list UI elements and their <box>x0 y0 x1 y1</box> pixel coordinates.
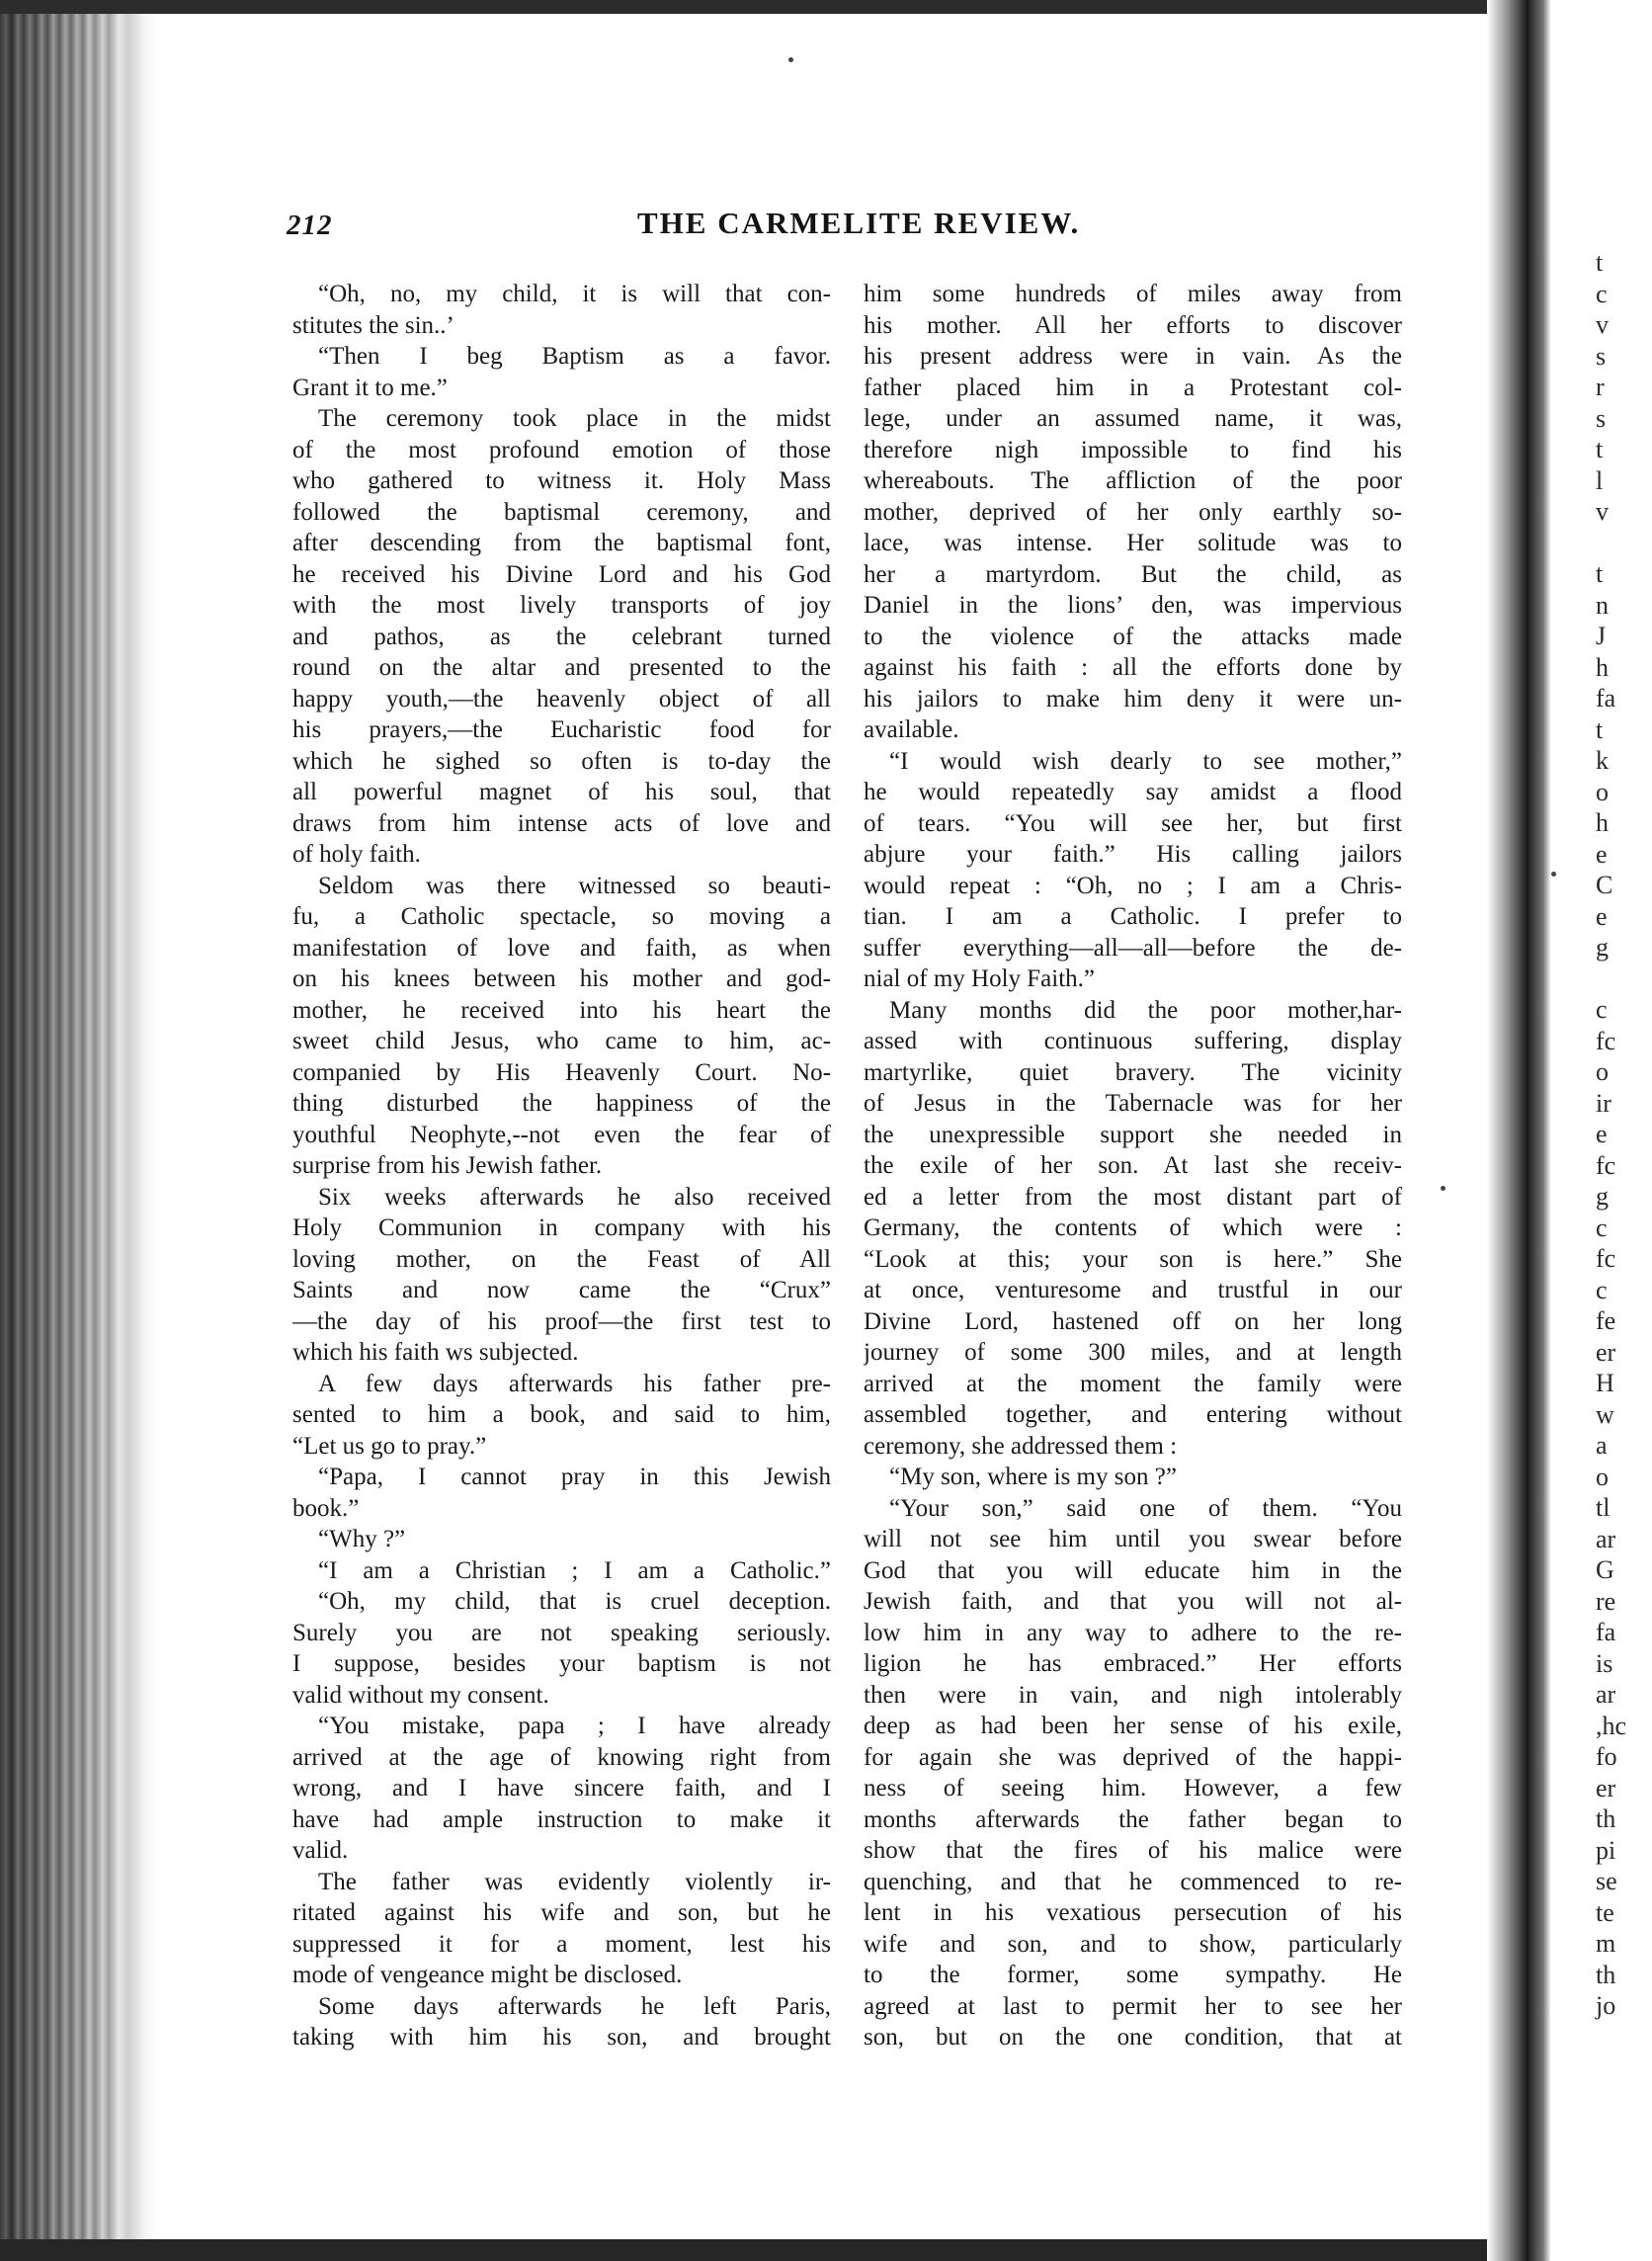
text-line: to the violence of the attacks made <box>864 623 1402 650</box>
facing-page-fragment: c <box>1596 995 1608 1024</box>
text-line: happy youth,—the heavenly object of all <box>292 685 831 712</box>
facing-page-fragment: k <box>1596 746 1609 775</box>
facing-page-fragment: is <box>1596 1648 1613 1678</box>
facing-page-fragment: s <box>1596 403 1607 433</box>
text-line: taking with him his son, and brought <box>292 2024 831 2051</box>
text-line: Seldom was there witnessed so beauti- <box>318 872 831 899</box>
text-line: then were in vain, and nigh intolerably <box>864 1681 1402 1709</box>
text-line: with the most lively transports of joy <box>292 592 831 619</box>
facing-page-fragment: g <box>1596 1182 1609 1211</box>
text-line: arrived at the age of knowing right from <box>292 1743 831 1771</box>
text-line: “Why ?” <box>318 1526 406 1552</box>
text-line: —the day of his proof—the first test to <box>292 1307 831 1335</box>
page-gutter-shadow <box>1487 0 1527 2261</box>
facing-page-fragment: l <box>1596 465 1604 495</box>
facing-page-fragment: h <box>1596 652 1609 682</box>
text-line: whereabouts. The affliction of the poor <box>864 467 1402 494</box>
text-line: arrived at the moment the family were <box>864 1370 1402 1397</box>
facing-page-fragment: te <box>1596 1897 1614 1927</box>
facing-page-edge <box>1527 0 1652 2261</box>
text-line: mode of vengeance might be disclosed. <box>292 1962 683 1988</box>
facing-page-fragment <box>1596 963 1626 995</box>
text-line: all powerful magnet of his soul, that <box>292 779 831 805</box>
facing-page-fragment: se <box>1596 1867 1617 1895</box>
text-line: abjure your faith.” His calling jailors <box>864 841 1402 868</box>
text-line: fu, a Catholic spectacle, so moving a <box>292 903 831 930</box>
text-line: ritated against his wife and son, but he <box>292 1899 831 1926</box>
text-line: ligion he has embraced.” Her efforts <box>864 1650 1402 1677</box>
text-line: of Jesus in the Tabernacle was for her <box>864 1090 1402 1117</box>
facing-page-fragment: a <box>1596 1431 1608 1460</box>
facing-page-fragment: H <box>1596 1369 1614 1397</box>
text-line: Grant it to me.” <box>292 374 448 401</box>
facing-page-fragment: r <box>1596 373 1605 401</box>
facing-page-fragment: e <box>1596 901 1608 931</box>
text-line: The father was evidently violently ir- <box>318 1868 831 1895</box>
text-line: agreed at last to permit her to see her <box>864 1992 1402 2020</box>
text-line: of tears. “You will see her, but first <box>864 809 1402 837</box>
facing-page-fragment: J <box>1596 622 1607 650</box>
text-line: suppressed it for a moment, lest his <box>292 1930 831 1958</box>
facing-page-fragment: t <box>1596 559 1604 588</box>
text-line: stitutes the sin..’ <box>292 311 454 339</box>
text-line: valid without my consent. <box>292 1681 549 1709</box>
text-line: tian. I am a Catholic. I prefer to <box>864 903 1402 930</box>
text-line: ed a letter from the most distant part of <box>864 1183 1402 1211</box>
text-line: “Your son,” said one of them. “You <box>889 1494 1402 1522</box>
text-line: “Oh, my child, that is cruel deception. <box>318 1588 831 1615</box>
text-line: “Look at this; your son is here.” She <box>864 1245 1402 1273</box>
text-line: on his knees between his mother and god- <box>292 965 831 992</box>
text-line: Divine Lord, hastened off on her long <box>864 1307 1402 1335</box>
facing-page-fragment: s <box>1596 341 1607 371</box>
running-title: THE CARMELITE REVIEW. <box>637 206 1081 240</box>
facing-page-fragment: fc <box>1596 1026 1616 1055</box>
text-line: show that the fires of his malice were <box>864 1837 1402 1864</box>
text-line: companied by His Heavenly Court. No- <box>292 1058 831 1086</box>
facing-page-fragment: th <box>1596 1960 1616 1989</box>
text-line: quenching, and that he commenced to re- <box>864 1868 1402 1895</box>
text-line: Holy Communion in company with his <box>292 1214 831 1241</box>
text-line: manifestation of love and faith, as when <box>292 934 831 962</box>
facing-page-fragment: th <box>1596 1804 1616 1833</box>
text-line: for again she was deprived of the happi- <box>864 1743 1402 1771</box>
facing-page-fragment: w <box>1596 1399 1614 1429</box>
facing-page-fragment: ir <box>1596 1088 1611 1118</box>
text-line: thing disturbed the happiness of the <box>292 1090 831 1117</box>
left-text-column <box>292 279 831 2053</box>
facing-page-fragment: v <box>1596 497 1609 526</box>
text-line: which he sighed so often is to-day the <box>292 747 831 775</box>
text-line: his jailors to make him deny it were un- <box>864 685 1402 712</box>
facing-page-fragment: tl <box>1596 1493 1611 1522</box>
facing-page-fragment: pi <box>1596 1835 1616 1865</box>
text-line: after descending from the baptismal font, <box>292 530 831 556</box>
text-line: him some hundreds of miles away from <box>864 281 1402 307</box>
text-line: youthful Neophyte,--not even the fear of <box>292 1121 831 1148</box>
text-line: Saints and now came the “Crux” <box>292 1277 831 1303</box>
facing-page-fragment: t <box>1596 714 1604 744</box>
facing-page-fragment: ,hc <box>1596 1711 1627 1740</box>
page-number: 212 <box>287 209 333 241</box>
scan-top-border <box>0 0 1652 14</box>
text-line: to the former, some sympathy. He <box>864 1962 1402 1988</box>
text-line: Surely you are not speaking seriously. <box>292 1619 831 1646</box>
book-binding-edge <box>0 0 158 2261</box>
text-line: against his faith : all the efforts done by <box>864 654 1402 681</box>
text-line: Six weeks afterwards he also received <box>318 1183 831 1211</box>
right-text-column <box>864 279 1402 2053</box>
text-line: The ceremony took place in the midst <box>318 405 831 432</box>
text-line: I suppose, besides your baptism is not <box>292 1650 831 1677</box>
facing-page-fragment: e <box>1596 839 1608 869</box>
speck <box>1441 1186 1446 1191</box>
facing-page-fragment: o <box>1596 1462 1609 1491</box>
text-line: have had ample instruction to make it <box>292 1805 831 1833</box>
text-line: mother, deprived of her only earthly so- <box>864 498 1402 526</box>
text-line: of the most profound emotion of those <box>292 436 831 463</box>
text-line: journey of some 300 miles, and at length <box>864 1339 1402 1366</box>
speck <box>788 57 793 62</box>
text-line: father placed him in a Protestant col- <box>864 374 1402 401</box>
facing-page-fragment: n <box>1596 590 1609 620</box>
speck <box>1551 872 1556 877</box>
text-line: wrong, and I have sincere faith, and I <box>292 1775 831 1801</box>
facing-page-fragment: t <box>1596 435 1604 463</box>
text-line: available. <box>864 716 959 743</box>
text-line: A few days afterwards his father pre- <box>318 1370 831 1397</box>
text-line: ness of seeing him. However, a few <box>864 1775 1402 1801</box>
scan-bottom-border <box>0 2239 1652 2261</box>
text-line: Many months did the poor mother,har- <box>889 996 1402 1024</box>
text-line: wife and son, and to show, particularly <box>864 1930 1402 1958</box>
text-line: deep as had been her sense of his exile, <box>864 1713 1402 1739</box>
text-line: book.” <box>292 1494 360 1522</box>
text-line: Germany, the contents of which were : <box>864 1214 1402 1241</box>
text-line: followed the baptismal ceremony, and <box>292 498 831 526</box>
text-line: ceremony, she addressed them : <box>864 1432 1178 1460</box>
text-line: sweet child Jesus, who came to him, ac- <box>292 1028 831 1054</box>
facing-page-fragment: m <box>1596 1929 1616 1958</box>
facing-page-fragment: o <box>1596 1057 1609 1086</box>
text-line: assed with continuous suffering, display <box>864 1028 1402 1054</box>
text-line: the unexpressible support she needed in <box>864 1121 1402 1148</box>
facing-page-fragment: c <box>1596 279 1608 308</box>
text-line: low him in any way to adhere to the re- <box>864 1619 1402 1646</box>
text-line: therefore nigh impossible to find his <box>864 436 1402 463</box>
facing-page-fragment: G <box>1596 1555 1614 1584</box>
text-line: martyrlike, quiet bravery. The vicinity <box>864 1058 1402 1086</box>
facing-page-text-fragments <box>1596 247 1626 2022</box>
facing-page-fragment <box>1596 528 1626 559</box>
text-line: “Papa, I cannot pray in this Jewish <box>318 1464 831 1490</box>
facing-page-fragment: jo <box>1596 1991 1616 2020</box>
text-line: lace, was intense. Her solitude was to <box>864 530 1402 556</box>
text-line: which his faith ws subjected. <box>292 1339 579 1366</box>
text-line: round on the altar and presented to the <box>292 654 831 681</box>
text-line: would repeat : “Oh, no ; I am a Chris- <box>864 872 1402 899</box>
text-line: God that you will educate him in the <box>864 1556 1402 1584</box>
text-line: the exile of her son. At last she receiv- <box>864 1152 1402 1179</box>
facing-page-fragment: g <box>1596 933 1609 962</box>
facing-page-fragment: fo <box>1596 1742 1617 1771</box>
facing-page-fragment: re <box>1596 1586 1616 1616</box>
text-line: at once, venturesome and trustful in our <box>864 1277 1402 1303</box>
text-line: mother, he received into his heart the <box>292 996 831 1024</box>
page-header <box>287 206 1403 249</box>
text-line: “I am a Christian ; I am a Catholic.” <box>318 1556 831 1584</box>
text-line: loving mother, on the Feast of All <box>292 1245 831 1273</box>
text-line: suffer everything—all—all—before the de- <box>864 934 1402 962</box>
text-line: he received his Divine Lord and his God <box>292 560 831 588</box>
text-line: “My son, where is my son ?” <box>889 1464 1177 1490</box>
text-line: his mother. All her efforts to discover <box>864 311 1402 339</box>
facing-page-fragment: ar <box>1596 1524 1616 1553</box>
text-line: “I would wish dearly to see mother,” <box>889 747 1402 775</box>
text-line: “Then I beg Baptism as a favor. <box>318 343 831 370</box>
facing-page-fragment: c <box>1596 1275 1608 1304</box>
text-line: Jewish faith, and that you will not al- <box>864 1588 1402 1615</box>
text-line: son, but on the one condition, that at <box>864 2024 1402 2051</box>
facing-page-fragment: fc <box>1596 1150 1616 1180</box>
facing-page-fragment: fe <box>1596 1306 1616 1335</box>
text-line: “You mistake, papa ; I have already <box>318 1713 831 1739</box>
facing-page-fragment: o <box>1596 777 1609 806</box>
facing-page-fragment: fa <box>1596 684 1616 712</box>
facing-page-fragment: er <box>1596 1773 1616 1802</box>
text-line: surprise from his Jewish father. <box>292 1152 603 1179</box>
text-line: his present address were in vain. As the <box>864 343 1402 370</box>
text-line: will not see him until you swear before <box>864 1526 1402 1552</box>
text-line: Daniel in the lions’ den, was impervious <box>864 592 1402 619</box>
text-line: lent in his vexatious persecution of his <box>864 1899 1402 1926</box>
text-line: his prayers,—the Eucharistic food for <box>292 716 831 743</box>
text-line: valid. <box>292 1837 349 1864</box>
facing-page-fragment: C <box>1596 871 1613 899</box>
facing-page-fragment: e <box>1596 1120 1608 1148</box>
text-line: Some days afterwards he left Paris, <box>318 1992 831 2020</box>
facing-page-fragment: v <box>1596 310 1609 339</box>
text-line: nial of my Holy Faith.” <box>864 965 1095 992</box>
facing-page-fragment: fc <box>1596 1244 1616 1273</box>
text-line: months afterwards the father began to <box>864 1805 1402 1833</box>
text-line: and pathos, as the celebrant turned <box>292 623 831 650</box>
facing-page-gutter <box>1527 0 1550 2261</box>
text-line: lege, under an assumed name, it was, <box>864 405 1402 432</box>
text-line: “Oh, no, my child, it is will that con- <box>318 281 831 307</box>
text-line: her a martyrdom. But the child, as <box>864 560 1402 588</box>
facing-page-fragment: ar <box>1596 1680 1616 1709</box>
text-line: sented to him a book, and said to him, <box>292 1401 831 1428</box>
text-line: “Let us go to pray.” <box>292 1432 487 1460</box>
text-line: draws from him intense acts of love and <box>292 809 831 837</box>
text-line: assembled together, and entering without <box>864 1401 1402 1428</box>
facing-page-fragment: er <box>1596 1337 1616 1367</box>
facing-page-fragment: t <box>1596 248 1604 277</box>
facing-page-fragment: c <box>1596 1213 1608 1242</box>
text-line: of holy faith. <box>292 841 421 868</box>
text-line: who gathered to witness it. Holy Mass <box>292 467 831 494</box>
facing-page-fragment: fa <box>1596 1618 1616 1646</box>
facing-page-fragment: h <box>1596 808 1609 837</box>
text-line: he would repeatedly say amidst a flood <box>864 779 1402 805</box>
